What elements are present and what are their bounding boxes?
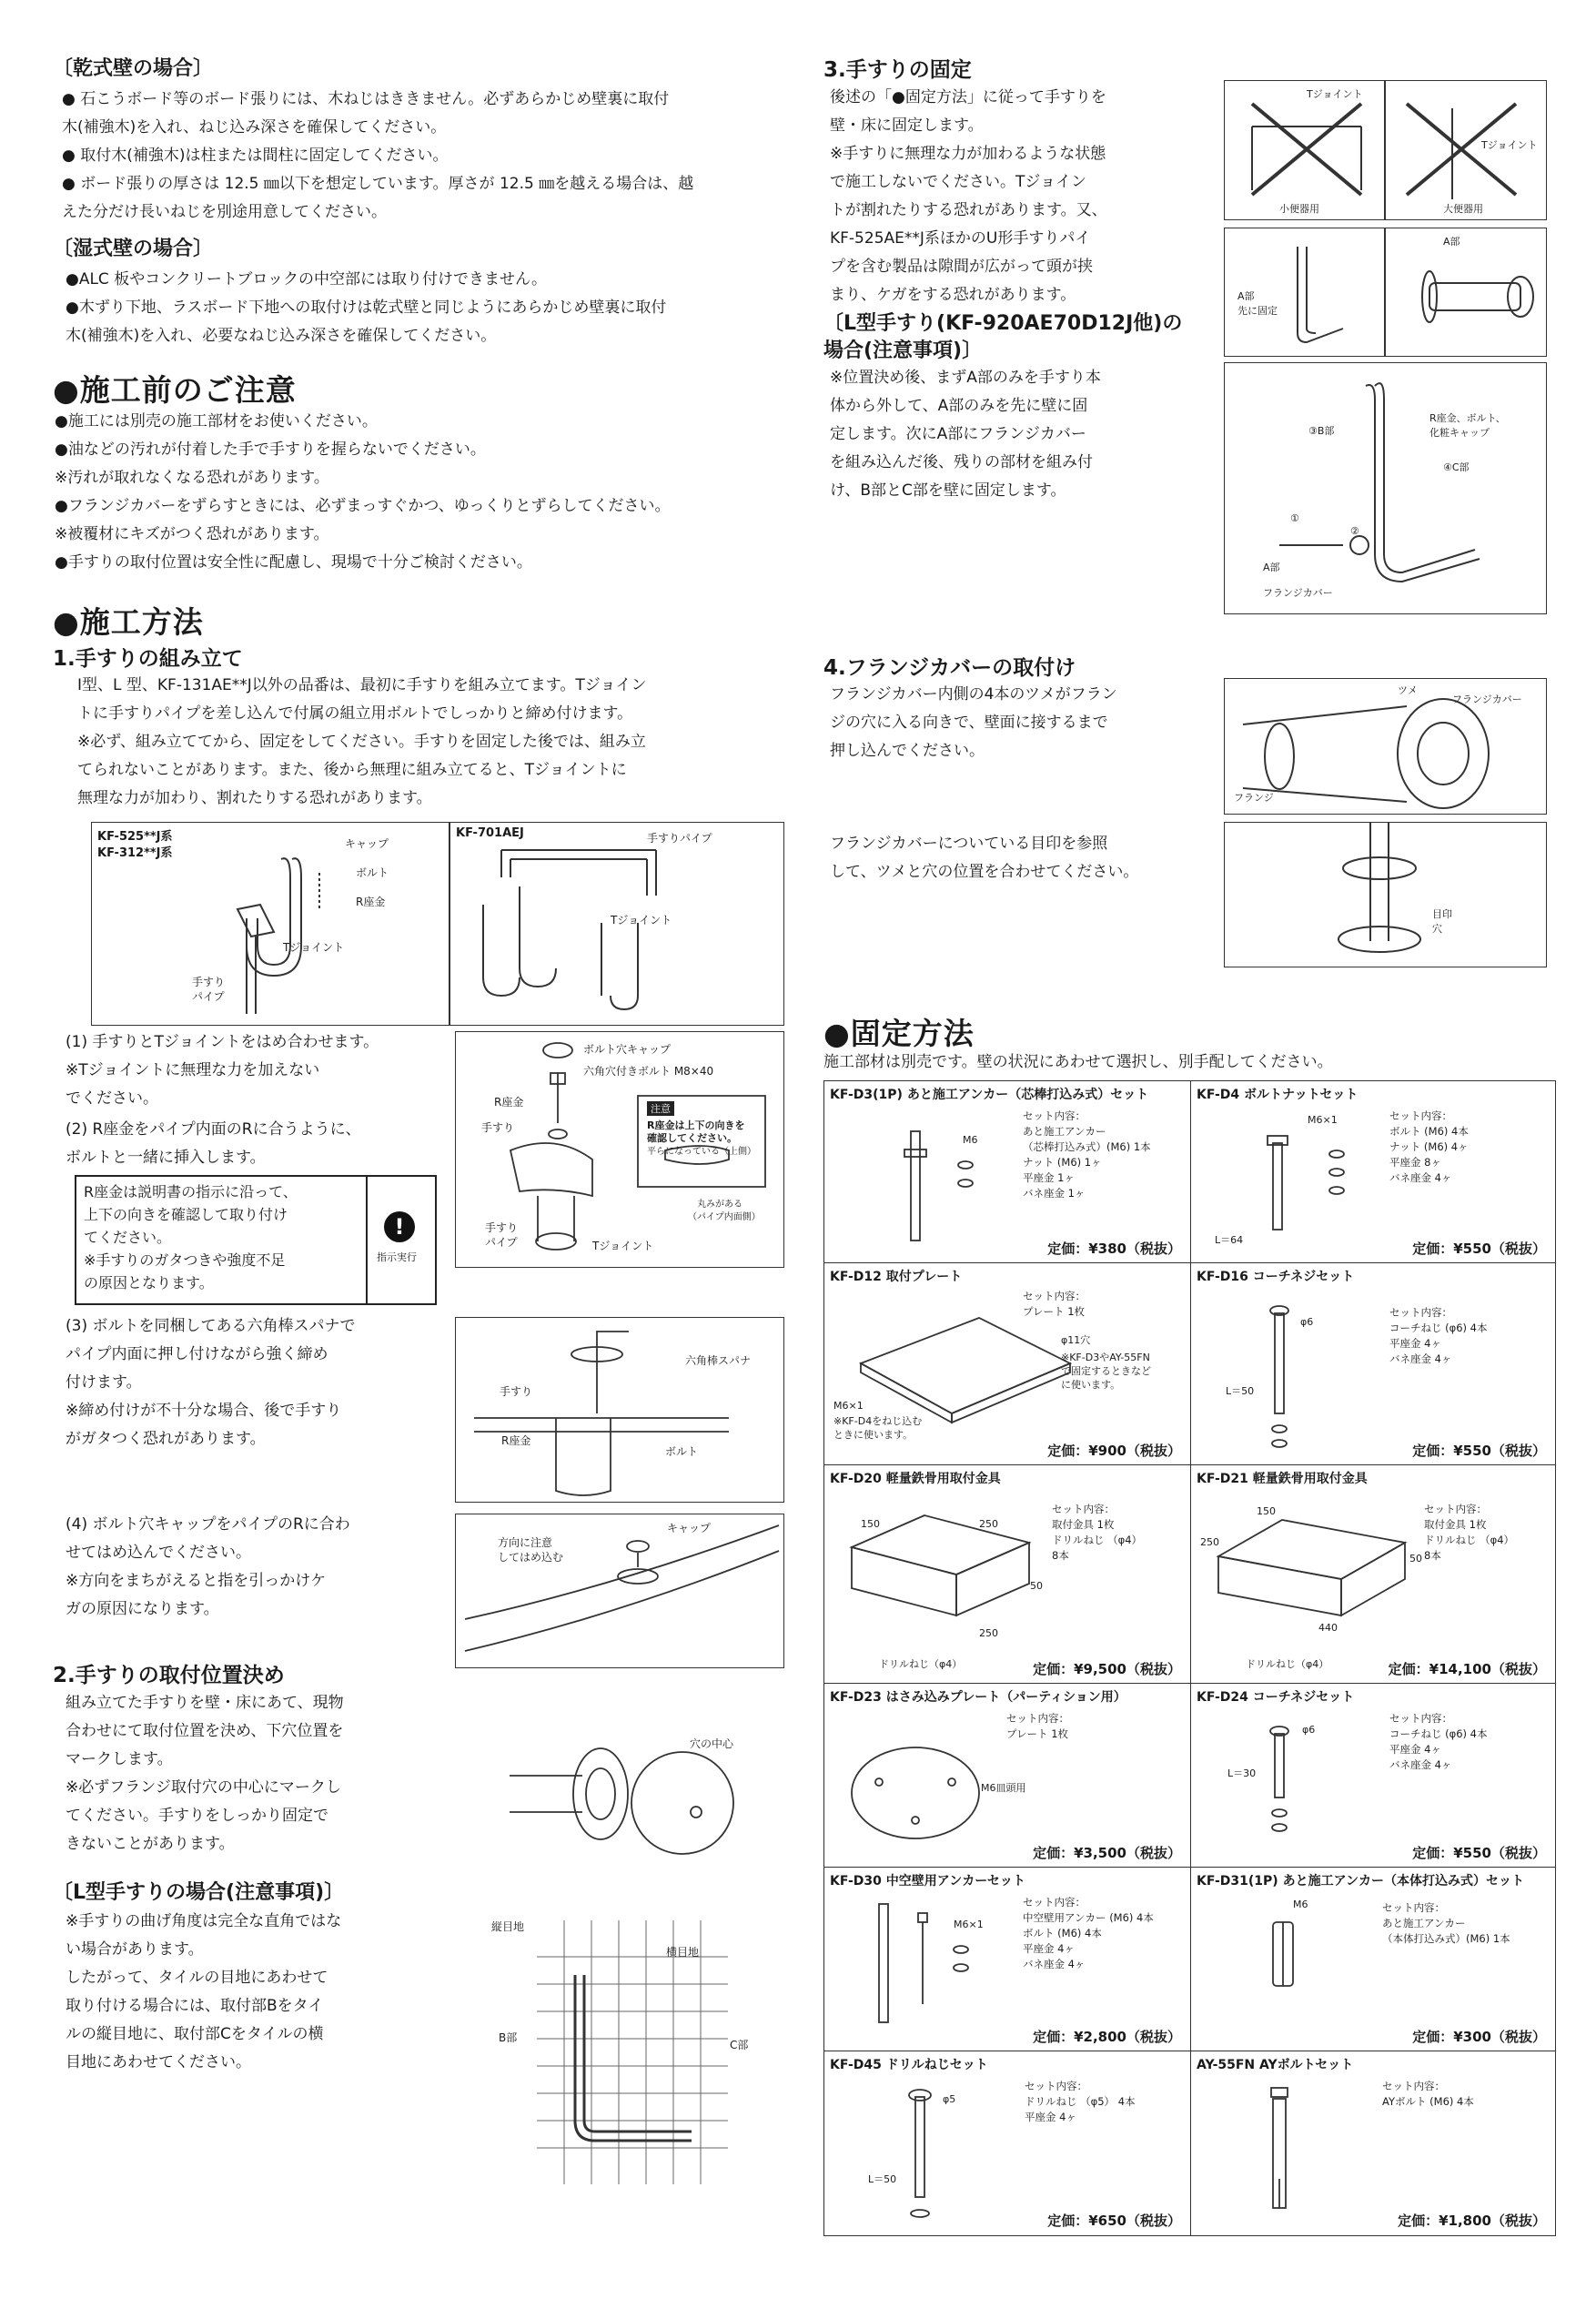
fc-fc: フランジカバー xyxy=(1452,694,1522,705)
tile-figure xyxy=(464,1902,773,2189)
hole-center-drawing xyxy=(491,1703,769,1867)
r-t-label: Tジョイント xyxy=(592,1240,654,1252)
instruction-icon: ! xyxy=(384,1211,415,1242)
a-part-label2: 先に固定 xyxy=(1237,305,1278,317)
hole-center-figure xyxy=(491,1703,769,1867)
r-note4: 丸みがある xyxy=(697,1200,742,1210)
item-kf-d23: KF-D23 はさみ込みプレート（パーティション用） セット内容： プレート 1枚 M6皿頭用 定価：¥3,500（税抜） xyxy=(823,1683,1191,1868)
ltf-b: ③B部 xyxy=(1308,425,1335,437)
item-kf-d21: KF-D21 軽量鉄骨用取付金具 150 250 50 440 ドリルねじ（φ4） セット内容： 取付金具 1枚 ドリルねじ （φ4） 8本 定価：¥14,100（税抜） xyxy=(1190,1464,1556,1685)
ltype-text: ※手すりの曲げ角度は完全な直角ではな い場合があります。 したがって、タイルの目地にあわせて 取り付ける場合には、取付部Bをタイ ルの縦目地に、取付部Cをタイルの横 目地にあわせてください。 xyxy=(66,1912,342,2071)
mark-label: 目印 xyxy=(1432,908,1452,920)
ltype-fix-drawing xyxy=(1225,363,1546,613)
dry-wall-text: ● 石こうボード等のボード張りには、木ねじはききません。必ずあらかじめ壁裏に取付 木(補強木)を入れ、ねじ込み深さを確保してください。 ● 取付木(補強木)は柱または間柱に固定してください。 ● ボード張りの厚さは 12.5 ㎜以下を想定しています。厚さが 12.5 ㎜を越える場合は、越 えた分だけ長いねじを別途用意してください。 xyxy=(62,90,694,221)
r-cap-label: ボルト穴キャップ xyxy=(583,1043,672,1056)
ltype-fix-heading2: 場合(注意事項)〕 xyxy=(823,339,983,362)
item-kf-d30: KF-D30 中空壁用アンカーセット M6×1 セット内容： 中空壁用アンカー (M6) 4本 ボルト (M6) 4本 平座金 4ヶ バネ座金 4ヶ 定価：¥2,800（税抜） xyxy=(823,1867,1191,2052)
spanner-rail-label: 手すり xyxy=(500,1385,533,1398)
mark-drawing xyxy=(1225,823,1546,967)
warning-box: R座金は説明書の指示に沿って、 上下の向きを確認して取り付け てください。 ※手すりのガタつきや強度不足 の原因となります。 ! 指示実行 xyxy=(75,1175,437,1305)
step3-title: 3.手すりの固定 xyxy=(823,58,972,82)
item-kf-d3: KF-D3(1P) あと施工アンカー（芯棒打込み式）セット M6 セット内容： あと施工アンカー （芯棒打込み式）(M6) 1本 ナット (M6) 1ヶ 平座金 1ヶ バネ座金 1ヶ 定価：¥380（税抜） xyxy=(823,1080,1191,1264)
kf-d45-drawing xyxy=(824,2051,1190,2235)
step4-text1: フランジカバー内側の4本のツメがフラン ジの穴に入る向きで、壁面に接するまで 押し込んでください。 xyxy=(830,685,1117,760)
label-cap: キャップ xyxy=(345,837,389,850)
item-ay-55fn: AY-55FN AYボルトセット セット内容： AYボルト (M6) 4本 定価：¥1,800（税抜） xyxy=(1190,2051,1556,2236)
cap-note2: してはめ込む xyxy=(498,1551,564,1564)
kf-d16-drawing xyxy=(1191,1263,1555,1465)
step2-text: 組み立てた手すりを壁・床にあて、現物 合わせにて取付位置を決め、下穴位置を マークします。 ※必ずフランジ取付穴の中心にマークし てください。手すりをしっかり固定で きないことがあります。 xyxy=(66,1694,344,1853)
ltf-a: A部 xyxy=(1263,562,1280,573)
r-note5: （パイプ内面側） xyxy=(688,1212,761,1222)
assembly-figure xyxy=(91,822,784,1026)
r-rail-label: 手すり xyxy=(481,1121,515,1134)
ng-b: 大便器用 xyxy=(1443,203,1483,215)
ltf-c: ④C部 xyxy=(1443,461,1470,473)
item-kf-d31: KF-D31(1P) あと施工アンカー（本体打込み式）セット M6 セット内容： あと施工アンカー （本体打込み式）(M6) 1本 定価：¥300（税抜） xyxy=(1190,1867,1556,2052)
kf-d21-drawing xyxy=(1191,1465,1555,1684)
spanner-drawing xyxy=(456,1318,783,1502)
r-pipe2-label: パイプ xyxy=(485,1236,518,1249)
cap-figure xyxy=(455,1514,784,1668)
hole-center-label: 穴の中心 xyxy=(690,1737,734,1750)
ltype-fix-text: ※位置決め後、まずA部のみを手すり本 体から外して、A部のみを先に壁に固 定します。次にA部にフランジカバー を組み込んだ後、残りの部材を組み付 け、B部とC部を壁に固定します。 xyxy=(830,369,1101,500)
ay-55fn-drawing xyxy=(1191,2051,1555,2235)
tile-v-label: 縦目地 xyxy=(491,1920,525,1933)
step4-title: 4.フランジカバーの取付け xyxy=(823,656,1076,680)
instruction-label: 指示実行 xyxy=(377,1251,417,1263)
spanner-label: 六角棒スパナ xyxy=(685,1354,752,1367)
kf-d20-drawing xyxy=(824,1465,1190,1684)
kf-d4-drawing xyxy=(1191,1081,1555,1263)
sub-step-2: (2) R座金をパイプ内面のRに合うように、 ボルトと一緒に挿入します。 xyxy=(66,1120,361,1167)
model-a1: KF-525**J系 xyxy=(97,830,173,844)
ltf-fc: フランジカバー xyxy=(1263,587,1333,599)
method-heading: ●施工方法 xyxy=(53,604,204,640)
sub-step-4: (4) ボルト穴キャップをパイプのRに合わ せてはめ込んでください。 ※方向をまちがえると指を引っかけケ ガの原因になります。 xyxy=(66,1515,350,1618)
flange-cover-figure xyxy=(1224,678,1547,815)
item-kf-d4: KF-D4 ボルトナットセット M6×1 L＝64 セット内容： ボルト (M6) 4本 ナット (M6) 4ヶ 平座金 8ヶ バネ座金 4ヶ 定価：¥550（税抜） xyxy=(1190,1080,1556,1264)
item-kf-d12: KF-D12 取付プレート セット内容： プレート 1枚 φ11穴 ※KF-D3やAY-55FN で固定するときなど に使います。 M6×1 ※KF-D4をねじ込む ときに使います。 定価：¥900（税抜） xyxy=(823,1262,1191,1466)
label-pipe1: 手すり xyxy=(192,976,226,988)
a-part-drawing xyxy=(1225,228,1546,356)
ltype-fix-heading1: 〔L型手すり(KF-920AE70D12J他)の xyxy=(823,312,1183,335)
ltf-r1: R座金、ボルト、 xyxy=(1429,412,1506,424)
fixing-intro: 施工部材は別売です。壁の状況にあわせて選択し、別手配してください。 xyxy=(823,1053,1333,1071)
step1-title: 1.手すりの組み立て xyxy=(53,647,243,671)
sub-step-3: (3) ボルトを同梱してある六角棒スパナで パイプ内面に押し付けながら強く締め 付けます。 ※締め付けが不十分な場合、後で手すり がガタつく恐れがあります。 xyxy=(66,1317,356,1448)
ltype-heading: 〔L型手すりの場合(注意事項)〕 xyxy=(53,1881,345,1904)
spanner-bolt-label: ボルト xyxy=(665,1445,699,1458)
tile-c-label: C部 xyxy=(730,2039,749,2051)
fixing-grid xyxy=(823,1080,1556,2309)
r-washer-figure xyxy=(455,1031,784,1268)
ng-a: 小便器用 xyxy=(1279,203,1319,215)
tile-h-label: 横目地 xyxy=(666,1946,700,1959)
label-b-pipe: 手すりパイプ xyxy=(647,832,712,845)
step4-text2: フランジカバーについている目印を参照 して、ツメと穴の位置を合わせてください。 xyxy=(830,835,1139,881)
precautions-heading: ●施工前のご注意 xyxy=(53,372,297,408)
fc-flange: フランジ xyxy=(1234,792,1274,804)
r-bolt-label: 六角穴付きボルト M8×40 xyxy=(583,1065,714,1078)
r-note1: R座金は上下の向きを xyxy=(647,1119,745,1131)
step3-text: 後述の「●固定方法」に従って手すりを 壁・床に固定します。 ※手すりに無理な力が加わるような状態 で施工しないでください。Tジョイン トが割れたりする恐れがあります。又、 KF-525AE**J系ほかのU形手すりパイ プを含む製品は隙間が広がって頭が挟 まり、ケガをする恐れがあります。 xyxy=(830,88,1107,304)
mark-figure xyxy=(1224,822,1547,967)
tile-drawing xyxy=(464,1902,773,2189)
model-b: KF-701AEJ xyxy=(456,826,524,840)
label-pipe2: パイプ xyxy=(192,990,225,1003)
wet-wall-text: ●ALC 板やコンクリートブロックの中空部には取り付けできません。 ●木ずり下地、ラスボード下地への取付けは乾式壁と同じようにあらかじめ壁裏に取付 木(補強木)を入れ、必要なねじ込み深さを確保してください。 xyxy=(66,270,667,345)
dry-wall-heading: 〔乾式壁の場合〕 xyxy=(53,57,214,80)
ltype-fix-figure xyxy=(1224,362,1547,614)
ng-t2: Tジョイント xyxy=(1481,139,1538,151)
a-part-label3: A部 xyxy=(1443,236,1460,248)
spanner-r-label: R座金 xyxy=(501,1434,531,1447)
ltf-n2: ② xyxy=(1350,525,1359,537)
fc-tsume: ツメ xyxy=(1398,684,1418,696)
fixing-heading: ●固定方法 xyxy=(823,1016,975,1051)
ltf-n1: ① xyxy=(1290,512,1299,524)
r-note-title: 注意 xyxy=(647,1101,674,1116)
sub-step-1: (1) 手すりとTジョイントをはめ合わせます。 ※Tジョイントに無理な力を加えない でください。 xyxy=(66,1033,379,1108)
precautions-text: ●施工には別売の施工部材をお使いください。 ●油などの汚れが付着した手で手すりを握らないでください。 ※汚れが取れなくなる恐れがあります。 ●フランジカバーをずらすときには、必ずまっすぐかつ、ゆっくりとずらしてください。 ※被覆材にキズがつく恐れがあります。 ●手すりの取付位置は安全性に配慮し、現場で十分ご検討ください。 xyxy=(55,412,671,572)
tile-b-label: B部 xyxy=(499,2031,518,2044)
r-note3: 平らになっている（上側） xyxy=(647,1147,756,1157)
kf-d31-drawing xyxy=(1191,1868,1555,2051)
r-note2: 確認してください。 xyxy=(647,1132,737,1144)
a-part-figure xyxy=(1224,228,1547,357)
cap-label: キャップ xyxy=(667,1522,712,1534)
a-part-label1: A部 xyxy=(1237,290,1255,302)
r-pipe1-label: 手すり xyxy=(485,1221,519,1234)
r-r-label: R座金 xyxy=(494,1096,524,1109)
label-bolt: ボルト xyxy=(356,866,389,879)
step2-title: 2.手すりの取付位置決め xyxy=(53,1664,285,1687)
item-kf-d16: KF-D16 コーチネジセット φ6 L＝50 セット内容： コーチねじ (φ6) 4本 平座金 4ヶ バネ座金 4ヶ 定価：¥550（税抜） xyxy=(1190,1262,1556,1466)
item-kf-d24: KF-D24 コーチネジセット φ6 L＝30 セット内容： コーチねじ (φ6) 4本 平座金 4ヶ バネ座金 4ヶ 定価：¥550（税抜） xyxy=(1190,1683,1556,1868)
model-a2: KF-312**J系 xyxy=(97,846,173,860)
spanner-figure xyxy=(455,1317,784,1503)
item-kf-d20: KF-D20 軽量鉄骨用取付金具 150 250 50 250 ドリルねじ（φ4） セット内容： 取付金具 1枚 ドリルねじ （φ4） 8本 定価：¥9,500（税抜） xyxy=(823,1464,1191,1685)
hole-label: 穴 xyxy=(1432,923,1442,935)
step1-text: Ⅰ型、L 型、KF-131AE**J以外の品番は、最初に手すりを組み立てます。Tジョイン トに手すりパイプを差し込んで付属の組立用ボルトでしっかりと締め付けます。 ※必ず、組み立ててから、固定をしてください。手すりを固定した後では、組み立 てられないことがあります。また、後から無理に組み立てると、Tジョイントに 無理な力が加わり、割れたりする恐れがあります。 xyxy=(77,676,647,807)
wet-wall-heading: 〔湿式壁の場合〕 xyxy=(53,238,214,260)
label-t: Tジョイント xyxy=(283,941,345,954)
label-r: R座金 xyxy=(356,896,386,908)
item-kf-d45: KF-D45 ドリルねじセット φ5 L＝50 セット内容： ドリルねじ （φ5） 4本 平座金 4ヶ 定価：¥650（税抜） xyxy=(823,2051,1191,2236)
ng-figure xyxy=(1224,80,1547,220)
ng-t1: Tジョイント xyxy=(1307,88,1363,100)
label-b-t: Tジョイント xyxy=(611,914,672,927)
ltf-r2: 化粧キャップ xyxy=(1429,427,1490,439)
cap-note1: 方向に注意 xyxy=(498,1536,553,1549)
